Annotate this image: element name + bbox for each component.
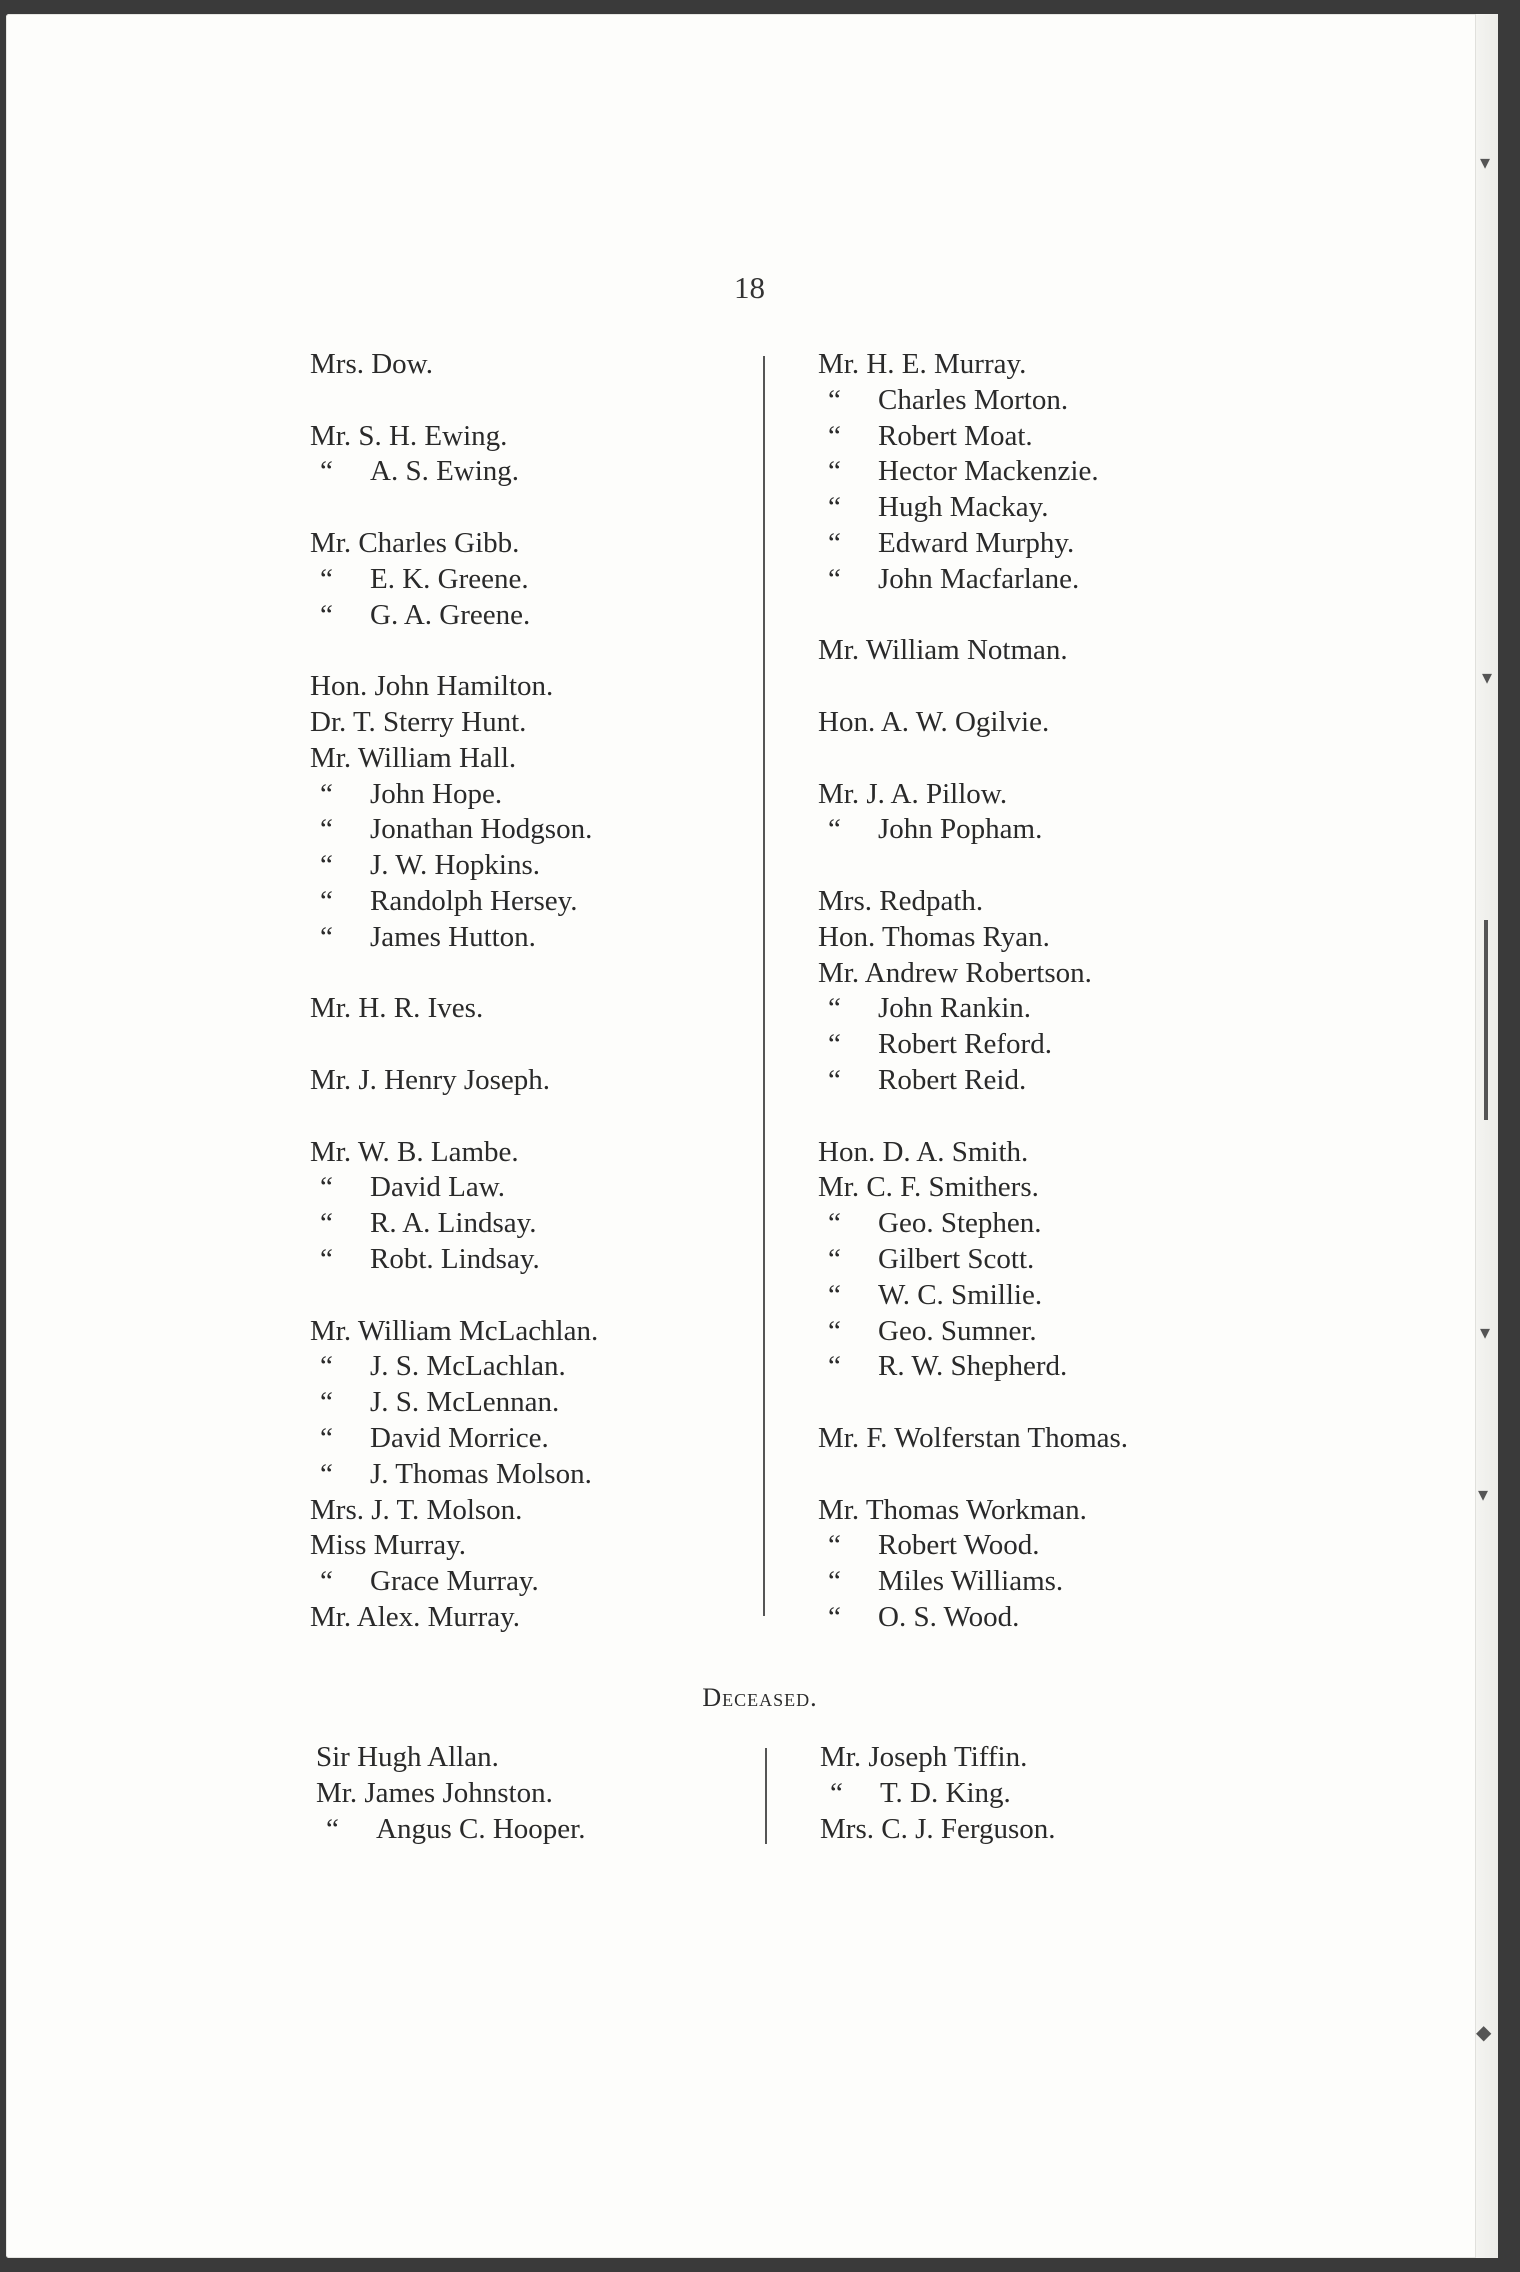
member-entry: [316, 1740, 585, 1776]
member-name: J. W. Hopkins.: [370, 849, 541, 882]
member-entry: [310, 1135, 598, 1171]
member-name: Thomas Ryan.: [881, 920, 1050, 953]
member-entry: [310, 669, 598, 705]
member-name: Robert Moat.: [878, 419, 1033, 452]
member-name: H. E. Murray.: [866, 348, 1027, 380]
member-entry: [818, 490, 1128, 526]
member-name: J. Henry Joseph.: [358, 1063, 551, 1096]
member-entry: [310, 991, 598, 1027]
ditto-mark: “: [828, 1028, 841, 1061]
member-name: John Rankin.: [878, 992, 1032, 1025]
ditto-mark: “: [320, 849, 333, 882]
member-entry: [310, 1385, 598, 1421]
margin-mark: ▾: [1480, 152, 1491, 174]
ditto-mark: “: [320, 813, 333, 846]
member-entry: [310, 741, 598, 777]
member-entry: [818, 1314, 1128, 1350]
ditto-mark: “: [828, 1314, 841, 1347]
member-entry: [310, 1314, 598, 1350]
ditto-mark: “: [320, 598, 333, 631]
member-entry: [818, 1564, 1128, 1600]
member-entry: [818, 1528, 1128, 1564]
deceased-heading: Deceased.: [702, 1683, 818, 1712]
ditto-mark: “: [828, 1600, 841, 1633]
member-entry: [818, 956, 1128, 992]
ditto-mark: “: [828, 419, 841, 452]
member-entry: [310, 705, 598, 741]
spacer: [818, 598, 1128, 634]
member-entry: [818, 1421, 1128, 1457]
member-entry: [818, 1063, 1128, 1099]
honorific: Mr.: [818, 1171, 860, 1204]
ditto-mark: “: [320, 920, 333, 953]
ditto-mark: “: [828, 562, 841, 595]
honorific: Miss: [310, 1529, 367, 1562]
member-entry: [310, 1493, 598, 1529]
member-entry: [818, 1242, 1128, 1278]
member-name: John Hope.: [370, 777, 503, 810]
deceased-list-left: [316, 1740, 585, 1847]
column-divider: [763, 356, 765, 1616]
member-name: James Johnston.: [364, 1776, 553, 1809]
member-name: J. S. McLachlan.: [370, 1350, 566, 1383]
member-name: F. Wolferstan Thomas.: [866, 1421, 1129, 1454]
member-name: Hugh Allan.: [357, 1741, 499, 1773]
binding-shadow: [1484, 920, 1488, 1120]
member-entry: [818, 1135, 1128, 1171]
member-name: J. A. Pillow.: [866, 777, 1008, 810]
member-name: Dow.: [371, 348, 433, 380]
member-name: Charles Gibb.: [358, 526, 520, 559]
member-name: Robt. Lindsay.: [370, 1242, 540, 1275]
honorific: Mr.: [310, 1600, 352, 1633]
member-name: D. A. Smith.: [882, 1135, 1029, 1168]
member-entry: [316, 1776, 585, 1812]
honorific: Sir: [316, 1741, 350, 1773]
member-entry: [310, 454, 598, 490]
honorific: Mr.: [310, 992, 352, 1025]
member-name: Jonathan Hodgson.: [370, 813, 593, 846]
member-entry: [818, 1027, 1128, 1063]
member-entry: [310, 1170, 598, 1206]
member-entry: [820, 1812, 1056, 1848]
spacer: [818, 1099, 1128, 1135]
ditto-mark: “: [320, 1421, 333, 1454]
spacer: [818, 1385, 1128, 1421]
members-list-left: [310, 347, 598, 1636]
member-entry: [310, 598, 598, 634]
spacer: [310, 1027, 598, 1063]
member-name: David Law.: [370, 1171, 506, 1204]
member-entry: [310, 1421, 598, 1457]
member-name: Andrew Robertson.: [864, 956, 1092, 989]
spacer: [818, 1457, 1128, 1493]
ditto-mark: “: [326, 1812, 339, 1845]
ditto-mark: “: [320, 1565, 333, 1598]
member-name: Alex. Murray.: [356, 1600, 520, 1633]
member-name: Randolph Hersey.: [370, 884, 578, 917]
member-entry: [310, 1457, 598, 1493]
member-name: John Popham.: [878, 813, 1043, 846]
page-number: 18: [734, 270, 765, 305]
member-entry: [818, 1278, 1128, 1314]
honorific: Mr.: [818, 956, 860, 989]
ditto-mark: “: [320, 1457, 333, 1490]
member-name: Hector Mackenzie.: [878, 455, 1099, 488]
member-entry: [818, 920, 1128, 956]
member-name: H. R. Ives.: [358, 992, 484, 1025]
honorific: Hon.: [818, 1135, 876, 1168]
ditto-mark: “: [828, 383, 841, 416]
honorific: Mr.: [310, 741, 352, 774]
ditto-mark: “: [828, 1529, 841, 1562]
member-entry: [818, 812, 1128, 848]
honorific: Hon.: [818, 920, 876, 953]
ditto-mark: “: [828, 491, 841, 524]
scanned-page: [6, 14, 1498, 2258]
member-name: Gilbert Scott.: [878, 1242, 1035, 1275]
member-name: Thomas Workman.: [865, 1493, 1087, 1526]
member-entry: [310, 1063, 598, 1099]
member-name: J. S. McLennan.: [370, 1386, 560, 1419]
ditto-mark: “: [320, 1386, 333, 1419]
member-entry: [310, 526, 598, 562]
member-entry: [818, 419, 1128, 455]
spacer: [818, 669, 1128, 705]
member-name: R. W. Shepherd.: [878, 1350, 1068, 1383]
honorific: Mr.: [310, 1063, 352, 1096]
ditto-mark: “: [828, 813, 841, 846]
member-entry: [310, 777, 598, 813]
member-name: Hugh Mackay.: [878, 491, 1049, 524]
spacer: [310, 956, 598, 992]
honorific: Mrs.: [820, 1812, 874, 1845]
member-entry: [310, 347, 598, 383]
honorific: Mr.: [818, 634, 860, 667]
member-entry: [316, 1812, 585, 1848]
member-entry: [818, 991, 1128, 1027]
member-name: William McLachlan.: [357, 1314, 599, 1347]
member-name: A. S. Ewing.: [370, 455, 520, 488]
honorific: Mrs.: [310, 348, 364, 380]
member-name: Angus C. Hooper.: [376, 1812, 586, 1845]
member-entry: [818, 884, 1128, 920]
honorific: Hon.: [818, 705, 876, 738]
member-name: C. J. Ferguson.: [881, 1812, 1056, 1845]
member-name: John Macfarlane.: [878, 562, 1080, 595]
member-entry: [818, 454, 1128, 490]
spacer: [818, 741, 1128, 777]
member-entry: [310, 1600, 598, 1636]
margin-mark: ▾: [1478, 1484, 1489, 1506]
member-name: James Hutton.: [370, 920, 536, 953]
honorific: Mrs.: [818, 884, 872, 917]
member-name: R. A. Lindsay.: [370, 1207, 537, 1240]
member-entry: [310, 848, 598, 884]
member-name: Robert Reford.: [878, 1028, 1052, 1061]
ditto-mark: “: [828, 1278, 841, 1311]
member-name: Grace Murray.: [370, 1565, 539, 1598]
member-entry: [820, 1740, 1056, 1776]
member-entry: [818, 1206, 1128, 1242]
spacer: [310, 1278, 598, 1314]
spacer: [310, 1099, 598, 1135]
honorific: Mr.: [820, 1741, 862, 1773]
member-name: O. S. Wood.: [878, 1600, 1020, 1633]
ditto-mark: “: [830, 1776, 843, 1809]
ditto-mark: “: [320, 884, 333, 917]
member-name: S. H. Ewing.: [358, 419, 508, 452]
honorific: Mr.: [818, 777, 860, 810]
member-name: David Morrice.: [370, 1421, 549, 1454]
honorific: Mrs.: [310, 1493, 364, 1526]
member-name: John Hamilton.: [374, 670, 554, 703]
member-entry: [818, 1170, 1128, 1206]
member-name: G. A. Greene.: [370, 598, 531, 631]
member-entry: [818, 347, 1128, 383]
member-name: William Notman.: [865, 634, 1068, 667]
honorific: Mr.: [316, 1776, 358, 1809]
spacer: [310, 490, 598, 526]
spacer: [310, 383, 598, 419]
ditto-mark: “: [320, 1350, 333, 1383]
member-entry: [818, 633, 1128, 669]
member-entry: [310, 1242, 598, 1278]
member-name: C. F. Smithers.: [866, 1171, 1039, 1204]
member-entry: [818, 777, 1128, 813]
member-name: A. W. Ogilvie.: [880, 705, 1050, 738]
deceased-divider: [765, 1748, 767, 1844]
honorific: Mr.: [818, 348, 860, 380]
honorific: Dr.: [310, 705, 347, 738]
member-name: W. C. Smillie.: [878, 1278, 1043, 1311]
member-name: E. K. Greene.: [370, 562, 529, 595]
member-entry: [310, 1349, 598, 1385]
honorific: Mr.: [818, 1421, 860, 1454]
member-name: T. D. King.: [880, 1776, 1011, 1809]
member-entry: [310, 1564, 598, 1600]
member-entry: [310, 812, 598, 848]
member-entry: [818, 1493, 1128, 1529]
honorific: Hon.: [310, 670, 368, 703]
member-name: Redpath.: [879, 884, 984, 917]
ditto-mark: “: [320, 1171, 333, 1204]
honorific: Mr.: [310, 1135, 352, 1168]
honorific: Mr.: [310, 526, 352, 559]
ditto-mark: “: [828, 992, 841, 1025]
margin-mark: ◆: [1476, 2022, 1492, 2044]
member-name: J. T. Molson.: [371, 1493, 523, 1526]
ditto-mark: “: [828, 1242, 841, 1275]
member-entry: [310, 419, 598, 455]
honorific: Mr.: [818, 1493, 860, 1526]
member-entry: [310, 1528, 598, 1564]
member-name: Robert Reid.: [878, 1063, 1027, 1096]
member-name: William Hall.: [357, 741, 517, 774]
member-name: Edward Murphy.: [878, 526, 1075, 559]
member-entry: [310, 1206, 598, 1242]
member-name: Miles Williams.: [878, 1565, 1064, 1598]
member-name: J. Thomas Molson.: [370, 1457, 592, 1490]
ditto-mark: “: [320, 777, 333, 810]
honorific: Mr.: [310, 1314, 352, 1347]
spacer: [310, 633, 598, 669]
member-entry: [818, 1349, 1128, 1385]
member-entry: [310, 884, 598, 920]
member-entry: [818, 705, 1128, 741]
member-entry: [818, 562, 1128, 598]
member-name: T. Sterry Hunt.: [352, 705, 527, 738]
member-name: Robert Wood.: [878, 1529, 1040, 1562]
ditto-mark: “: [320, 1207, 333, 1240]
member-name: Geo. Sumner.: [878, 1314, 1037, 1347]
ditto-mark: “: [828, 1565, 841, 1598]
ditto-mark: “: [828, 1063, 841, 1096]
member-name: Joseph Tiffin.: [868, 1741, 1028, 1773]
member-name: W. B. Lambe.: [357, 1135, 519, 1168]
ditto-mark: “: [828, 1350, 841, 1383]
ditto-mark: “: [828, 455, 841, 488]
members-list-right: [818, 347, 1128, 1636]
page-edge: [1475, 14, 1498, 2258]
margin-mark: ▾: [1482, 667, 1493, 689]
member-entry: [820, 1776, 1056, 1812]
spacer: [818, 848, 1128, 884]
member-entry: [818, 526, 1128, 562]
member-name: Murray.: [373, 1529, 467, 1562]
member-entry: [310, 920, 598, 956]
deceased-list-right: [820, 1740, 1056, 1847]
ditto-mark: “: [828, 526, 841, 559]
ditto-mark: “: [320, 455, 333, 488]
ditto-mark: “: [320, 562, 333, 595]
member-entry: [310, 562, 598, 598]
member-name: Geo. Stephen.: [878, 1207, 1042, 1240]
honorific: Mr.: [310, 419, 352, 452]
member-entry: [818, 383, 1128, 419]
member-name: Charles Morton.: [878, 383, 1069, 416]
ditto-mark: “: [828, 1207, 841, 1240]
margin-mark: ▾: [1480, 1322, 1491, 1344]
member-entry: [818, 1600, 1128, 1636]
ditto-mark: “: [320, 1242, 333, 1275]
